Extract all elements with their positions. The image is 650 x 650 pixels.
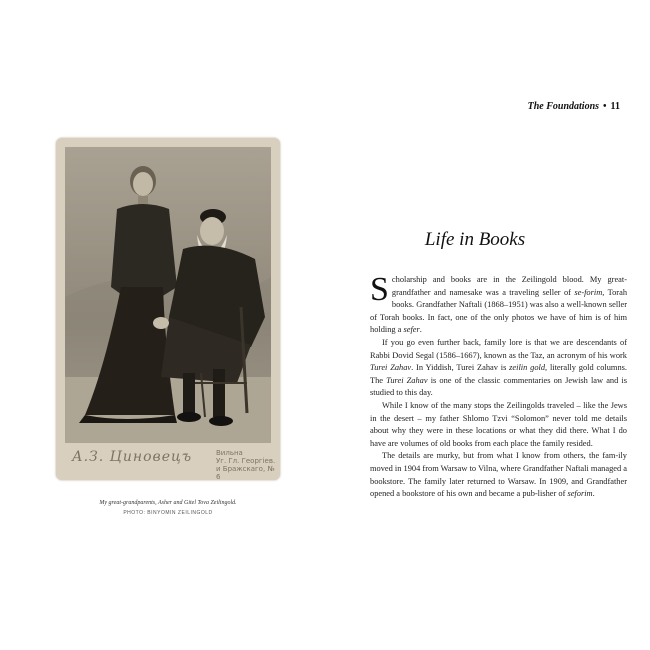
portrait-illustration (65, 147, 271, 443)
italic-term: sefer (403, 325, 420, 335)
text-run: is one of the classic commentaries on Jewish law and is studied to this day. (370, 375, 627, 398)
historic-photo-card (56, 138, 280, 480)
text-run: , literally gold columns. The (370, 363, 627, 385)
text-run: If you go even further back, family lore is that we are descendants of Rabbi Dovid Segal (1586–1667), known as the Taz, an acronym of his work (370, 337, 627, 360)
photo-caption: My great-grandparents, Asher and Gitel Tova Zeilingold. (99, 500, 237, 506)
running-head-title: The Foundations (527, 101, 600, 112)
text-run: . (419, 325, 422, 335)
running-head (528, 101, 620, 112)
italic-term: seforim (567, 489, 593, 499)
paragraph-1-text (370, 271, 628, 335)
paragraph-4 (370, 450, 627, 500)
running-head-separator: • (603, 101, 607, 112)
studio-address-line-1: Уг. Гл. Георгіев. (216, 457, 276, 465)
drop-cap: S (370, 271, 389, 308)
text-run: While I know of the many stops the Zeilingolds traveled – like the Jews in the desert – my father Shlomo Tzvi “Solomon” never told me details about why they were in these locations or what they did there. What I do have are volumes of old books from each place the family resided. (370, 400, 627, 448)
paragraph-2 (370, 337, 627, 400)
studio-address-line-2: и Бражскаго, № 6 (216, 465, 275, 480)
italic-term: Turei Zahav (386, 375, 428, 385)
portrait-photo (65, 147, 271, 443)
paragraph-1 (370, 271, 628, 337)
body-text (370, 271, 628, 501)
text-run: cholarship and books are in the Zeilingold blood. My great-grandfather and namesake was a traveling seller of (391, 275, 627, 297)
italic-term: se-forim (574, 287, 603, 297)
italic-term: zeilin gold (509, 363, 546, 373)
studio-city-name: Вильна (216, 449, 243, 457)
chapter-title: Life in Books (424, 229, 526, 250)
text-run: The details are murky, but from what I know from others, the fam-ily moved in 1904 from Warsaw to Vilna, where Grandfather Naftali managed a bookstore. The family later returned to Warsaw. In 1909, and Grandfather opened a bookstore of his own and became a pub-lisher of (370, 451, 627, 499)
text-run: . (592, 489, 595, 499)
studio-signature: А.З. Циновецъ (72, 449, 193, 465)
studio-address (216, 449, 280, 480)
italic-term: Turei Zahav (370, 363, 412, 373)
page-number: 11 (610, 101, 620, 112)
paragraph-3 (370, 400, 627, 450)
photo-credit: PHOTO: BINYOMIN ZEILINGOLD (123, 510, 213, 516)
text-run: . In Yiddish, Turei Zahav is (411, 363, 510, 373)
text-run: , Torah books. Grandfather Naftali (1868–1951) was also a well-known seller of Torah books. In fact, one of the only photos we have of him is of him holding a (370, 287, 628, 335)
card-imprint (56, 445, 280, 480)
